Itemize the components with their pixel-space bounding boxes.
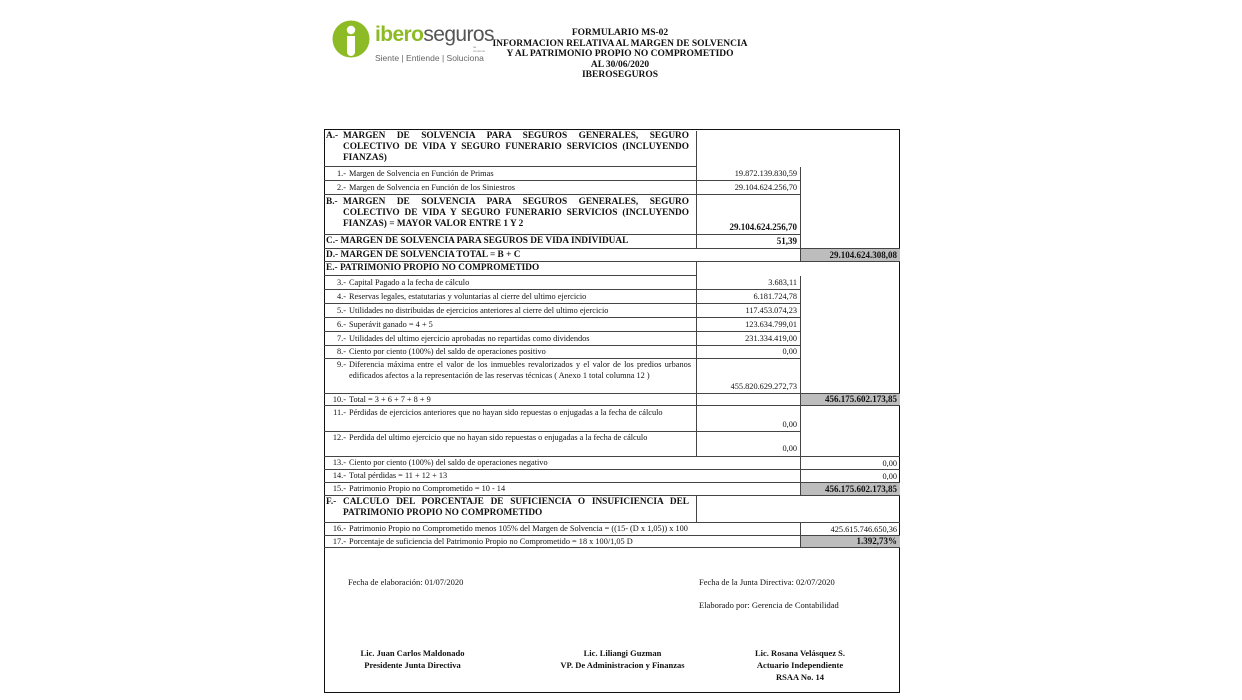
- fecha-elaboracion: Fecha de elaboración: 01/07/2020: [348, 577, 464, 587]
- item-16-value: 425.615.746.650,36: [830, 525, 897, 534]
- item-9-value: 455.820.629.272,73: [697, 359, 801, 393]
- item-10-label: Total = 3 + 6 + 7 + 8 + 9: [349, 395, 431, 404]
- logo-tagline: Siente | Entiende | Soluciona: [375, 53, 484, 63]
- signature-president-name: Lic. Juan Carlos Maldonado: [360, 648, 465, 658]
- item-4-value: 6.181.724,78: [697, 290, 801, 303]
- section-d-value: 29.104.624.308,08: [801, 249, 900, 261]
- signature-vp: [540, 647, 705, 671]
- section-b-title: MARGEN DE SOLVENCIA PARA SEGUROS GENERALES, SEGURO COLECTIVO DE VIDA Y SEGURO FUNERARIO SERVICIOS (INCLUYENDO FIANZAS) = MAYOR VALOR ENTRE 1 Y 2: [343, 197, 689, 230]
- item-11-row: 11.- Pérdidas de ejercicios anteriores que no hayan sido repuestas o enjugadas a la fecha de cálculo 0,00: [324, 406, 900, 431]
- section-b-row: B.- MARGEN DE SOLVENCIA PARA SEGUROS GENERALES, SEGURO COLECTIVO DE VIDA Y SEGURO FUNERARIO SERVICIOS (INCLUYENDO FIANZAS) = MAYOR VALOR ENTRE 1 Y 2 29.104.624.256,70: [324, 195, 900, 234]
- item-1-label: Margen de Solvencia en Función de Primas: [349, 169, 494, 178]
- item-12-label: Perdida del ultimo ejercicio que no hayan sido repuestas o enjugadas a la fecha de cálculo: [349, 433, 648, 442]
- item-15-value: 456.175.602.173,85: [801, 483, 900, 495]
- section-a-row: A.- MARGEN DE SOLVENCIA PARA SEGUROS GENERALES, SEGURO COLECTIVO DE VIDA Y SEGURO FUNERARIO SERVICIOS (INCLUYENDO FIANZAS): [324, 131, 900, 166]
- section-d-label: D.- MARGEN DE SOLVENCIA TOTAL = B + C: [324, 249, 801, 261]
- item-8-row: 8.- Ciento por ciento (100%) del saldo de operaciones positivo 0,00: [324, 346, 900, 358]
- signature-vp-name: Lic. Liliangi Guzman: [583, 648, 662, 658]
- item-14-value: 0,00: [882, 472, 897, 481]
- item-13-row: 13.- Ciento por ciento (100%) del saldo de operaciones negativo 0,00: [324, 457, 900, 469]
- item-3-value: 3.683,11: [697, 276, 801, 289]
- elaborado-por: Elaborado por: Gerencia de Contabilidad: [699, 600, 839, 610]
- item-17-row: 17.- Porcentaje de suficiencia del Patrimonio Propio no Comprometido = 18 x 100/1,05 D 1.392,73%: [324, 536, 900, 547]
- item-9-label: Diferencia máxima entre el valor de los inmuebles revalorizados y el valor de los predios urbanos edificados afectos a la representación de las reservas técnicas ( Anexo 1 total columna 12 ): [349, 360, 691, 381]
- item-4-row: 4.- Reservas legales, estatutarias y voluntarias al cierre del ultimo ejercicio 6.181.724,78: [324, 290, 900, 303]
- signature-actuary-name: Lic. Rosana Velásquez S.: [755, 648, 845, 658]
- item-12-row: 12.- Perdida del ultimo ejercicio que no hayan sido repuestas o enjugadas a la fecha de cálculo 0,00: [324, 432, 900, 456]
- title-line-5: IBEROSEGUROS: [581, 70, 659, 81]
- section-d-row: [324, 249, 900, 261]
- signature-president: [340, 647, 485, 671]
- signature-actuary-role: Actuario Independiente: [756, 660, 844, 670]
- item-10-value: 456.175.602.173,85: [801, 394, 900, 405]
- item-7-value: 231.334.419,00: [697, 332, 801, 345]
- item-6-row: 6.- Superávit ganado = 4 + 5 123.634.799,01: [324, 318, 900, 331]
- fecha-junta-directiva: Fecha de la Junta Directiva: 02/07/2020: [699, 577, 835, 587]
- logo-small-text: de consumo: [473, 45, 486, 53]
- title-line-3: Y AL PATRIMONIO PROPIO NO COMPROMETIDO: [506, 49, 734, 60]
- item-1-row: 1.- Margen de Solvencia en Función de Primas 19.872.139.830,59: [324, 167, 900, 180]
- item-17-label: Porcentaje de suficiencia del Patrimonio Propio no Comprometido = 18 x 100/1,05 D: [349, 537, 633, 546]
- item-3-label: Capital Pagado a la fecha de cálculo: [349, 278, 470, 287]
- form-title: [470, 28, 770, 81]
- item-14-row: 14.- Total pérdidas = 11 + 12 + 13 0,00: [324, 470, 900, 482]
- company-logo: [332, 20, 494, 66]
- section-f-title: CALCULO DEL PORCENTAJE DE SUFICIENCIA O INSUFICIENCIA DEL PATRIMONIO PROPIO NO COMPROMETIDO: [343, 497, 689, 519]
- item-1-value: 19.872.139.830,59: [697, 167, 801, 180]
- item-8-value: 0,00: [697, 346, 801, 358]
- item-16-label: Patrimonio Propio no Comprometido menos 105% del Margen de Solvencia = ((15- (D x 1,05)) x 100: [349, 524, 688, 533]
- item-2-label: Margen de Solvencia en Función de los Siniestros: [349, 183, 515, 192]
- title-line-2: INFORMACION RELATIVA AL MARGEN DE SOLVENCIA: [492, 38, 748, 49]
- item-13-value: 0,00: [882, 459, 897, 468]
- logo-wordmark: iberoseguros: [375, 23, 494, 46]
- item-7-label: Utilidades del ultimo ejercicio aprobadas no repartidas como dividendos: [349, 334, 590, 343]
- item-11-value: 0,00: [697, 406, 801, 431]
- item-14-label: Total pérdidas = 11 + 12 + 13: [349, 471, 448, 480]
- iberoseguros-logo-icon: [332, 20, 370, 58]
- signature-actuary: [730, 647, 870, 683]
- item-5-value: 117.453.074,23: [697, 304, 801, 317]
- item-6-label: Superávit ganado = 4 + 5: [349, 320, 433, 329]
- signature-president-role: Presidente Junta Directiva: [364, 660, 461, 670]
- item-15-label: Patrimonio Propio no Comprometido = 10 - 14: [349, 484, 506, 493]
- item-12-value: 0,00: [697, 432, 801, 456]
- section-c-label: C.- MARGEN DE SOLVENCIA PARA SEGUROS DE VIDA INDIVIDUAL: [324, 235, 697, 248]
- item-10-row: 10.- Total = 3 + 6 + 7 + 8 + 9 456.175.602.173,85: [324, 394, 900, 405]
- item-7-row: 7.- Utilidades del ultimo ejercicio aprobadas no repartidas como dividendos 231.334.419,00: [324, 332, 900, 345]
- section-c-row: [324, 235, 900, 248]
- item-8-label: Ciento por ciento (100%) del saldo de operaciones positivo: [349, 347, 546, 356]
- item-17-value: 1.392,73%: [801, 536, 900, 547]
- title-line-4: AL 30/06/2020: [590, 59, 650, 70]
- item-2-value: 29.104.624.256,70: [697, 181, 801, 194]
- item-13-label: Ciento por ciento (100%) del saldo de operaciones negativo: [349, 458, 548, 467]
- item-15-row: 15.- Patrimonio Propio no Comprometido = 10 - 14 456.175.602.173,85: [324, 483, 900, 495]
- signature-vp-role: VP. De Administracion y Finanzas: [560, 660, 685, 670]
- item-3-row: 3.- Capital Pagado a la fecha de cálculo 3.683,11: [324, 276, 900, 289]
- section-b-value: 29.104.624.256,70: [697, 195, 801, 234]
- item-9-row: 9.- Diferencia máxima entre el valor de los inmuebles revalorizados y el valor de los predios urbanos edificados afectos a la representación de las reservas técnicas ( Anexo 1 total columna 12 ) 455.820.629.272,73: [324, 359, 900, 393]
- signature-actuary-registry: RSAA No. 14: [776, 672, 824, 682]
- title-line-1: FORMULARIO MS-02: [571, 28, 669, 38]
- item-2-row: 2.- Margen de Solvencia en Función de los Siniestros 29.104.624.256,70: [324, 181, 900, 194]
- item-16-row: 16.- Patrimonio Propio no Comprometido menos 105% del Margen de Solvencia = ((15- (D x 1,05)) x 100 425.615.746.650,36: [324, 523, 900, 535]
- section-f-row: F.- CALCULO DEL PORCENTAJE DE SUFICIENCIA O INSUFICIENCIA DEL PATRIMONIO PROPIO NO COMPROMETIDO: [324, 496, 900, 522]
- section-c-value: 51,39: [697, 235, 801, 248]
- item-5-row: 5.- Utilidades no distribuidas de ejercicios anteriores al cierre del ultimo ejercicio 117.453.074,23: [324, 304, 900, 317]
- item-4-label: Reservas legales, estatutarias y voluntarias al cierre del ultimo ejercicio: [349, 292, 587, 301]
- item-5-label: Utilidades no distribuidas de ejercicios anteriores al cierre del ultimo ejercicio: [349, 306, 609, 315]
- item-11-label: Pérdidas de ejercicios anteriores que no hayan sido repuestas o enjugadas a la fecha de cálculo: [349, 408, 663, 417]
- section-e-label: E.- PATRIMONIO PROPIO NO COMPROMETIDO: [324, 262, 697, 275]
- section-a-title: MARGEN DE SOLVENCIA PARA SEGUROS GENERALES, SEGURO COLECTIVO DE VIDA Y SEGURO FUNERARIO SERVICIOS (INCLUYENDO FIANZAS): [343, 131, 689, 164]
- item-6-value: 123.634.799,01: [697, 318, 801, 331]
- section-e-row: [324, 262, 900, 275]
